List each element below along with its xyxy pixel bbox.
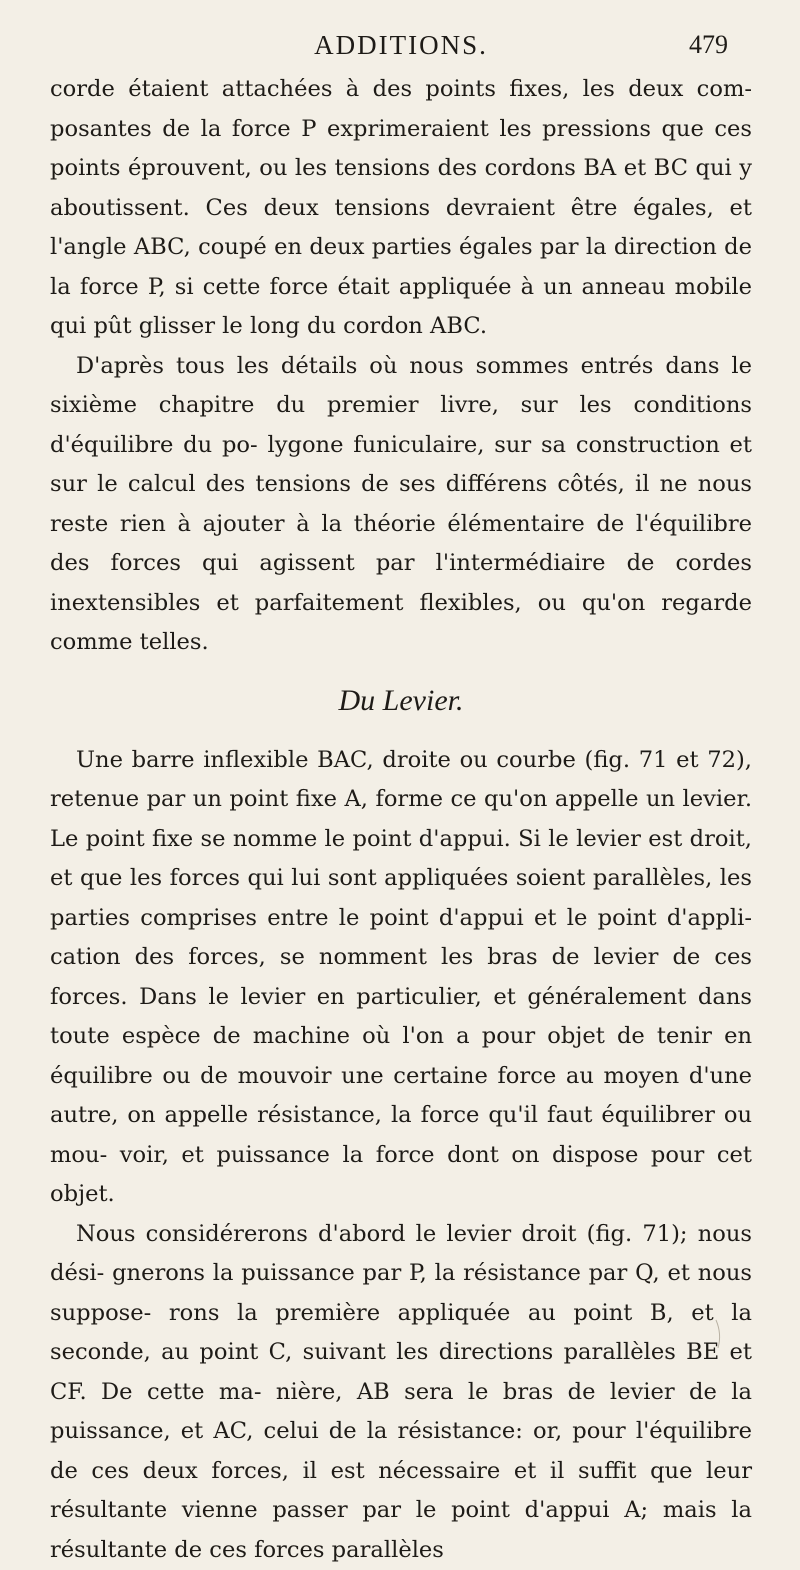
pencil-mark-icon bbox=[712, 1318, 726, 1350]
paragraph-4 bbox=[50, 1215, 752, 1570]
text-line: gnerons la puissance par P, la résistance par Q, et nous suppose- bbox=[50, 1260, 752, 1326]
paragraph-3 bbox=[50, 741, 752, 1215]
text-line: flexibles, ou qu'on regarde comme telles. bbox=[50, 590, 752, 656]
text-line: retenue par un point fixe A, forme ce qu'on appelle un levier. bbox=[50, 786, 752, 812]
text-line: force P, si cette force était appliquée à un anneau mobile qui bbox=[50, 274, 752, 340]
text-line: corde étaient attachées à des points fixes, les deux com- bbox=[50, 76, 752, 102]
text-line: par l'intermédiaire de cordes inextensibles et parfaitement bbox=[50, 550, 752, 616]
text-line: espèce de machine où l'on a pour objet de tenir en équilibre bbox=[50, 1023, 752, 1089]
text-line: et que les forces qui lui sont appliquées soient parallèles, les bbox=[50, 865, 752, 891]
text-line: rons la première appliquée au point B, et la seconde, au point bbox=[50, 1300, 752, 1366]
text-line: Nous considérerons d'abord le levier droit (fig. 71); nous dési- bbox=[50, 1221, 752, 1287]
text-line: la théorie élémentaire de l'équilibre des forces qui agissent bbox=[50, 511, 752, 577]
running-head: ADDITIONS. bbox=[314, 30, 488, 60]
text-line: cation des forces, se nomment les bras de levier de ces forces. bbox=[50, 944, 752, 1010]
text-line: Une barre inflexible BAC, droite ou courbe (fig. 71 et 72), bbox=[76, 747, 752, 773]
text-line: tensions de ses différens côtés, il ne nous reste rien à ajouter à bbox=[50, 471, 752, 537]
text-line: voir, et puissance la force dont on dispose pour cet objet. bbox=[50, 1142, 752, 1208]
text-line: appelle résistance, la force qu'il faut équilibrer ou mou- bbox=[50, 1102, 752, 1168]
page-number: 479 bbox=[689, 20, 728, 70]
paragraph-1 bbox=[50, 70, 752, 347]
text-line: D'après tous les détails où nous sommes entrés dans le sixième bbox=[50, 353, 752, 419]
text-line: C, suivant les directions parallèles BE et CF. De cette ma- bbox=[50, 1339, 752, 1405]
text-line: points éprouvent, ou les tensions des cordons BA et BC qui bbox=[50, 155, 732, 181]
text-line: parties comprises entre le point d'appui et le point d'appli- bbox=[50, 905, 752, 931]
text-line: Dans le levier en particulier, et généralement dans toute bbox=[50, 984, 752, 1050]
text-line: le point d'appui A; mais la résultante de ces forces parallèles bbox=[50, 1497, 752, 1563]
paragraph-2 bbox=[50, 347, 752, 663]
text-line: il est nécessaire et il suffit que leur résultante vienne passer par bbox=[50, 1458, 752, 1524]
text-line: chapitre du premier livre, sur les conditions d'équilibre du po- bbox=[50, 392, 752, 458]
text-line: y aboutissent. Ces deux tensions devraient être égales, et l'angle bbox=[50, 155, 752, 260]
section-title: Du Levier. bbox=[50, 679, 752, 723]
text-line: ABC, coupé en deux parties égales par la direction de la bbox=[50, 234, 752, 300]
text-line: nière, AB sera le bras de levier de la puissance, et AC, bbox=[50, 1379, 752, 1445]
text-line: lygone funiculaire, sur sa construction et sur le calcul des bbox=[50, 432, 752, 498]
text-line: ou de mouvoir une certaine force au moyen d'une autre, on bbox=[50, 1063, 752, 1129]
text-line: Le point fixe se nomme le point d'appui. Si le levier est droit, bbox=[50, 826, 752, 852]
text-line: posantes de la force P exprimeraient les pressions que ces bbox=[50, 116, 752, 142]
text-line: celui de la résistance: or, pour l'équilibre de ces deux forces, bbox=[50, 1418, 752, 1484]
text-line: pût glisser le long du cordon ABC. bbox=[93, 313, 487, 339]
page-header bbox=[50, 20, 752, 70]
